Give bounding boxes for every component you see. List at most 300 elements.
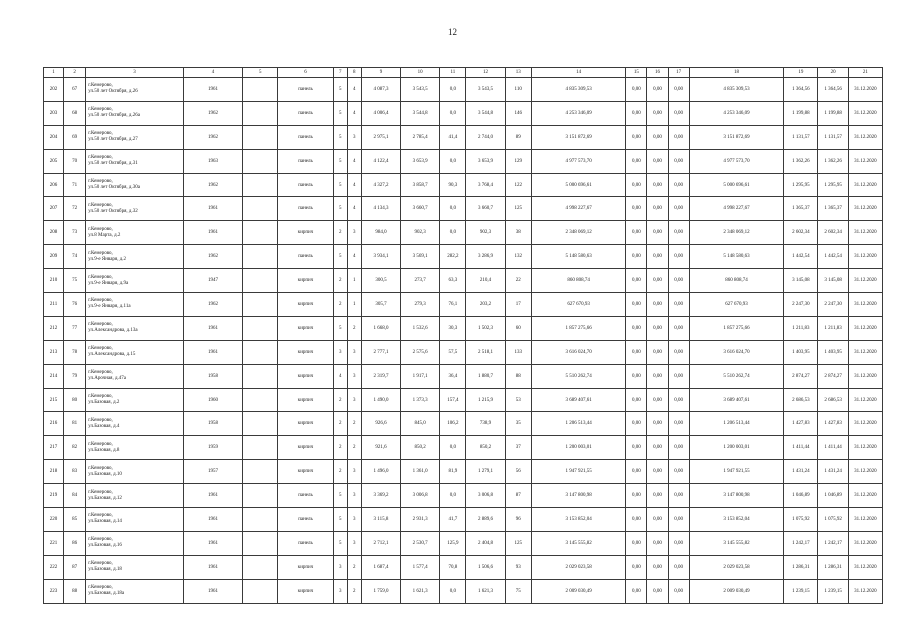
table-cell: кирпич (278, 340, 333, 364)
table-cell: 3 151 872,69 (531, 125, 626, 149)
table-cell: 1 364,56 (818, 78, 848, 102)
column-header: 21 (848, 68, 882, 78)
table-cell: 31.12.2020 (848, 531, 882, 555)
table-cell: 0,00 (626, 508, 647, 532)
table-cell: 1961 (183, 531, 242, 555)
address-street: ул.50 лет Октября, д.26а (88, 113, 140, 119)
table-row (44, 125, 883, 149)
table-cell: 133 (505, 340, 531, 364)
table-cell: 0,00 (647, 364, 668, 388)
table-cell: кирпич (278, 293, 333, 317)
table-cell: 157,4 (440, 388, 466, 412)
column-header: 4 (183, 68, 242, 78)
table-cell (243, 149, 278, 173)
table-cell: 4 253 346,09 (689, 101, 784, 125)
table-cell: 31.12.2020 (848, 460, 882, 484)
table-row (44, 340, 883, 364)
table-cell: 3 369,2 (361, 484, 400, 508)
table-cell: 0,0 (440, 149, 466, 173)
table-cell: 0,00 (668, 149, 689, 173)
table-cell: 4 134,3 (361, 197, 400, 221)
table-cell: 1 442,54 (818, 245, 848, 269)
table-cell: 3 660,7 (466, 197, 505, 221)
table-cell: 89 (505, 125, 531, 149)
column-header: 5 (243, 68, 278, 78)
table-cell: 31.12.2020 (848, 579, 882, 603)
table-row (44, 555, 883, 579)
table-cell: 2 575,6 (401, 340, 440, 364)
table-cell: 3 115,8 (361, 508, 400, 532)
table-cell: 1962 (183, 173, 242, 197)
table-cell: 0,00 (668, 221, 689, 245)
table-cell (243, 579, 278, 603)
table-cell: 3 544,8 (401, 101, 440, 125)
column-header: 7 (333, 68, 347, 78)
table-cell: 1 200 003,01 (531, 436, 626, 460)
table-cell: 1 199,88 (818, 101, 848, 125)
table-cell (243, 221, 278, 245)
address-street: ул.9-е Января, д.2 (88, 256, 127, 262)
table-cell: 1 239,15 (818, 579, 848, 603)
table-cell: панель (278, 197, 333, 221)
table-cell: 1961 (183, 316, 242, 340)
table-cell: 5 (333, 173, 347, 197)
column-header: 14 (531, 68, 626, 78)
table-cell: 5 (333, 508, 347, 532)
table-cell: 205 (44, 149, 64, 173)
register-table (43, 67, 883, 604)
address-city: г.Кемерово, (88, 585, 113, 591)
table-cell: 4 (347, 78, 361, 102)
table-cell: 0,00 (647, 508, 668, 532)
table-cell: 71 (64, 173, 86, 197)
address-cell (86, 78, 184, 102)
table-cell: 60 (505, 316, 531, 340)
table-cell: 4 (347, 173, 361, 197)
table-cell: 3 147 800,98 (689, 484, 784, 508)
table-cell: кирпич (278, 221, 333, 245)
table-cell: 3 145 555,82 (531, 531, 626, 555)
table-cell: 3 (347, 508, 361, 532)
table-cell (243, 531, 278, 555)
address-street: ул.Александрова, д.15 (88, 352, 136, 358)
table-cell: 860 808,74 (531, 269, 626, 293)
table-cell: 81 (64, 412, 86, 436)
table-cell: 56 (505, 460, 531, 484)
address-cell (86, 484, 184, 508)
table-cell: 2 686,53 (818, 388, 848, 412)
table-cell: 3 006,8 (466, 484, 505, 508)
table-cell: кирпич (278, 436, 333, 460)
table-cell: 211 (44, 293, 64, 317)
table-cell: 3 153 852,04 (689, 508, 784, 532)
table-cell: 2 (333, 412, 347, 436)
table-cell: 1 286,31 (784, 555, 818, 579)
table-cell: 77 (64, 316, 86, 340)
table-cell: 3 153 852,04 (531, 508, 626, 532)
table-cell: 0,00 (647, 78, 668, 102)
table-cell: 132 (505, 245, 531, 269)
table-cell: 5 (333, 197, 347, 221)
address-city: г.Кемерово, (88, 370, 113, 376)
table-cell: 627 670,93 (531, 293, 626, 317)
table-cell: 902,3 (466, 221, 505, 245)
table-cell: 850,2 (466, 436, 505, 460)
table-cell (243, 245, 278, 269)
table-cell: 4 998 227,67 (689, 197, 784, 221)
table-cell: 3 (347, 484, 361, 508)
address-cell (86, 579, 184, 603)
table-row (44, 316, 883, 340)
table-cell: 984,0 (361, 221, 400, 245)
table-cell: 1963 (183, 149, 242, 173)
table-cell: 1961 (183, 555, 242, 579)
table-cell: 81,9 (440, 460, 466, 484)
table-cell: 0,00 (626, 531, 647, 555)
address-street: ул.50 лет Октября, д.31 (88, 161, 138, 167)
table-cell: 208 (44, 221, 64, 245)
table-cell: 2 874,27 (784, 364, 818, 388)
table-row (44, 364, 883, 388)
table-cell: 1 365,37 (818, 197, 848, 221)
table-cell: 1 621,3 (466, 579, 505, 603)
table-cell: 1 917,1 (401, 364, 440, 388)
address-street: ул.Базовая, д.14 (88, 519, 122, 525)
table-cell: 87 (505, 484, 531, 508)
column-header: 17 (668, 68, 689, 78)
table-cell: 2 (347, 412, 361, 436)
table-cell: 3 147 800,98 (531, 484, 626, 508)
table-cell: 222 (44, 555, 64, 579)
table-cell: 0,00 (668, 555, 689, 579)
table-cell: 2 (333, 221, 347, 245)
table-cell: 300,5 (361, 269, 400, 293)
table-cell: 4 122,4 (361, 149, 400, 173)
table-cell: 31.12.2020 (848, 197, 882, 221)
table-cell: 3 689 407,61 (531, 388, 626, 412)
table-cell: 3 (347, 460, 361, 484)
table-cell: 210,4 (466, 269, 505, 293)
table-cell: 221 (44, 531, 64, 555)
table-cell: 3 616 024,70 (689, 340, 784, 364)
address-city: г.Кемерово, (88, 155, 113, 161)
table-cell: 0,00 (626, 245, 647, 269)
table-cell: 0,00 (647, 173, 668, 197)
table-row (44, 245, 883, 269)
table-cell: 850,2 (401, 436, 440, 460)
table-cell: 203 (44, 101, 64, 125)
table-cell: 2 975,1 (361, 125, 400, 149)
table-cell: кирпич (278, 460, 333, 484)
header-row (44, 68, 883, 78)
address-street: ул.9-е Января, д.11а (88, 304, 131, 310)
table-cell: 0,00 (668, 245, 689, 269)
address-cell (86, 364, 184, 388)
column-header: 11 (440, 68, 466, 78)
table-cell: 1 (347, 293, 361, 317)
address-cell (86, 460, 184, 484)
table-cell: 0,00 (668, 125, 689, 149)
table-cell: 1 364,56 (784, 78, 818, 102)
address-street: ул.50 лет Октября, д.26 (88, 89, 138, 95)
table-cell: 70,8 (440, 555, 466, 579)
table-cell: 1 502,3 (466, 316, 505, 340)
table-cell: 31.12.2020 (848, 412, 882, 436)
table-cell: 31.12.2020 (848, 221, 882, 245)
table-cell: 1957 (183, 460, 242, 484)
table-cell: 125,9 (440, 531, 466, 555)
table-cell: 1 211,83 (784, 316, 818, 340)
table-cell: 0,0 (440, 78, 466, 102)
table-cell (243, 197, 278, 221)
table-cell: 1 286,31 (818, 555, 848, 579)
table-cell: 4 835 309,53 (689, 78, 784, 102)
address-street: ул.50 лет Октября, д.30а (88, 185, 140, 190)
table-cell: 3 151 872,69 (689, 125, 784, 149)
table-cell: 1 947 921,55 (689, 460, 784, 484)
table-cell: 4 (347, 197, 361, 221)
address-street: ул.50 лет Октября, д.27 (88, 137, 138, 143)
table-cell: 202 (44, 78, 64, 102)
table-cell (243, 173, 278, 197)
column-header: 9 (361, 68, 400, 78)
table-cell: 207 (44, 197, 64, 221)
table-cell (243, 412, 278, 436)
table-cell: 2 (333, 269, 347, 293)
table-cell: 41,4 (440, 125, 466, 149)
address-city: г.Кемерово, (88, 298, 113, 304)
table-cell: 0,00 (668, 364, 689, 388)
table-cell: 3 (347, 221, 361, 245)
table-cell: 5 000 696,61 (689, 173, 784, 197)
table-cell: 0,00 (626, 364, 647, 388)
table-cell: 1 947 921,55 (531, 460, 626, 484)
address-cell (86, 125, 184, 149)
column-header: 1 (44, 68, 64, 78)
table-row (44, 531, 883, 555)
table-cell: панель (278, 531, 333, 555)
table-cell: 1961 (183, 340, 242, 364)
table-cell: 63,3 (440, 269, 466, 293)
table-cell: 1 431,24 (784, 460, 818, 484)
table-cell: 3 543,5 (466, 78, 505, 102)
table-cell: 2 602,34 (784, 221, 818, 245)
table-cell: 31.12.2020 (848, 316, 882, 340)
address-cell (86, 149, 184, 173)
table-cell: 0,00 (647, 149, 668, 173)
table-cell: 0,00 (668, 412, 689, 436)
table-cell: 0,00 (668, 340, 689, 364)
table-cell: 0,00 (668, 78, 689, 102)
table-cell: 2 009 030,49 (531, 579, 626, 603)
table-cell: 0,00 (668, 101, 689, 125)
table-cell: 0,00 (647, 436, 668, 460)
table-cell: 1 403,95 (784, 340, 818, 364)
column-header: 3 (86, 68, 184, 78)
table-cell: 4 977 573,70 (689, 149, 784, 173)
table-cell: 38 (505, 221, 531, 245)
table-cell: кирпич (278, 316, 333, 340)
table-cell: 1 199,88 (784, 101, 818, 125)
table-cell: 0,00 (668, 508, 689, 532)
address-cell (86, 316, 184, 340)
table-cell: 0,00 (647, 316, 668, 340)
table-cell: 0,00 (647, 412, 668, 436)
table-row (44, 269, 883, 293)
table-cell: 4 (347, 245, 361, 269)
address-cell (86, 173, 184, 197)
table-cell: 1947 (183, 269, 242, 293)
table-cell: 4 253 346,09 (531, 101, 626, 125)
table-cell: 2 874,27 (818, 364, 848, 388)
table-cell: 3 006,8 (401, 484, 440, 508)
table-cell: 0,00 (647, 245, 668, 269)
table-cell: 2 348 069,12 (689, 221, 784, 245)
table-cell: 210 (44, 269, 64, 293)
table-cell: 1 242,17 (818, 531, 848, 555)
table-cell (243, 340, 278, 364)
table-row (44, 436, 883, 460)
address-city: г.Кемерово, (88, 394, 113, 400)
table-cell: 0,00 (626, 293, 647, 317)
address-city: г.Кемерово, (88, 274, 113, 280)
table-cell: панель (278, 78, 333, 102)
table-cell: 31.12.2020 (848, 388, 882, 412)
address-city: г.Кемерово, (88, 561, 113, 567)
table-cell: 2 029 023,58 (689, 555, 784, 579)
table-row (44, 579, 883, 603)
address-street: ул.9-е Января, д.9а (88, 280, 129, 286)
table-cell: 0,00 (626, 579, 647, 603)
table-cell: 860 808,74 (689, 269, 784, 293)
table-cell: 0,0 (440, 101, 466, 125)
address-street: ул.Базовая, д.16 (88, 543, 122, 549)
table-cell: 122 (505, 173, 531, 197)
address-city: г.Кемерово, (88, 226, 113, 232)
table-cell: панель (278, 101, 333, 125)
table-cell: 31.12.2020 (848, 555, 882, 579)
address-city: г.Кемерово, (88, 441, 113, 447)
table-cell: 0,00 (626, 316, 647, 340)
address-street: ул.Базовая, д.18а (88, 591, 125, 597)
table-row (44, 484, 883, 508)
table-cell: 1 279,1 (466, 460, 505, 484)
table-cell: 2 (347, 555, 361, 579)
table-cell: 1962 (183, 101, 242, 125)
table-cell: 1 206 513,44 (531, 412, 626, 436)
table-cell: 1 857 275,66 (689, 316, 784, 340)
table-cell: 0,00 (626, 78, 647, 102)
table-cell: 2 029 023,58 (531, 555, 626, 579)
table-cell: 1961 (183, 508, 242, 532)
table-cell: 214 (44, 364, 64, 388)
table-cell: 80 (64, 388, 86, 412)
table-cell: 2 686,53 (784, 388, 818, 412)
table-cell: 22 (505, 269, 531, 293)
table-cell: 1 361,0 (401, 460, 440, 484)
table-cell: 4 327,2 (361, 173, 400, 197)
table-cell: 220 (44, 508, 64, 532)
table-cell: 74 (64, 245, 86, 269)
table-cell: 5 (333, 484, 347, 508)
table-cell: 1 687,4 (361, 555, 400, 579)
address-city: г.Кемерово, (88, 489, 113, 495)
table-cell: 1 621,3 (401, 579, 440, 603)
table-cell: 0,00 (647, 555, 668, 579)
table-cell: 3 544,8 (466, 101, 505, 125)
table-cell (243, 269, 278, 293)
table-cell: 2 785,4 (401, 125, 440, 149)
table-cell: 213 (44, 340, 64, 364)
table-cell (243, 101, 278, 125)
table-cell: 0,00 (626, 412, 647, 436)
table-cell (243, 436, 278, 460)
table-cell: 738,9 (466, 412, 505, 436)
table-cell: 2 (333, 388, 347, 412)
table-cell: 3 286,9 (466, 245, 505, 269)
table-cell: 0,00 (668, 293, 689, 317)
table-cell: 129 (505, 149, 531, 173)
address-street: ул.8 Марта, д.2 (88, 232, 121, 238)
column-header: 19 (784, 68, 818, 78)
table-cell: 2 404,8 (466, 531, 505, 555)
table-cell: 1 239,15 (784, 579, 818, 603)
table-cell: 31.12.2020 (848, 293, 882, 317)
table-cell: 1 496,0 (361, 460, 400, 484)
table-cell: 218 (44, 460, 64, 484)
table-cell: 31.12.2020 (848, 78, 882, 102)
table-cell: 3 858,7 (401, 173, 440, 197)
address-cell (86, 197, 184, 221)
address-cell (86, 293, 184, 317)
table-cell: 0,00 (647, 197, 668, 221)
table-cell (243, 508, 278, 532)
table-row (44, 412, 883, 436)
table-cell: 0,00 (647, 101, 668, 125)
table-cell: 0,00 (647, 269, 668, 293)
table-cell: 0,00 (626, 555, 647, 579)
table-cell: 5 (333, 101, 347, 125)
table-cell: 3 (333, 579, 347, 603)
table-cell: 3 616 024,70 (531, 340, 626, 364)
table-cell: 1 431,24 (818, 460, 848, 484)
table-cell: 110 (505, 78, 531, 102)
address-cell (86, 412, 184, 436)
table-cell: 1961 (183, 579, 242, 603)
table-cell: 1 295,95 (818, 173, 848, 197)
address-city: г.Кемерово, (88, 537, 113, 543)
address-cell (86, 101, 184, 125)
address-city: г.Кемерово, (88, 346, 113, 352)
address-city: г.Кемерово, (88, 465, 113, 471)
table-cell: панель (278, 508, 333, 532)
table-row (44, 197, 883, 221)
table-cell: 1958 (183, 412, 242, 436)
table-cell: 3 (347, 388, 361, 412)
page-number: 12 (448, 27, 457, 37)
table-cell: 1 411,44 (818, 436, 848, 460)
table-cell: 3 653,9 (401, 149, 440, 173)
table-row (44, 149, 883, 173)
table-cell: 0,00 (626, 340, 647, 364)
table-cell: 2 348 069,12 (531, 221, 626, 245)
address-street: ул.Базовая, д.18 (88, 567, 122, 573)
table-cell: 57,5 (440, 340, 466, 364)
table-cell: 0,00 (668, 316, 689, 340)
table-cell: 53 (505, 388, 531, 412)
table-cell: 0,00 (668, 531, 689, 555)
address-cell (86, 245, 184, 269)
